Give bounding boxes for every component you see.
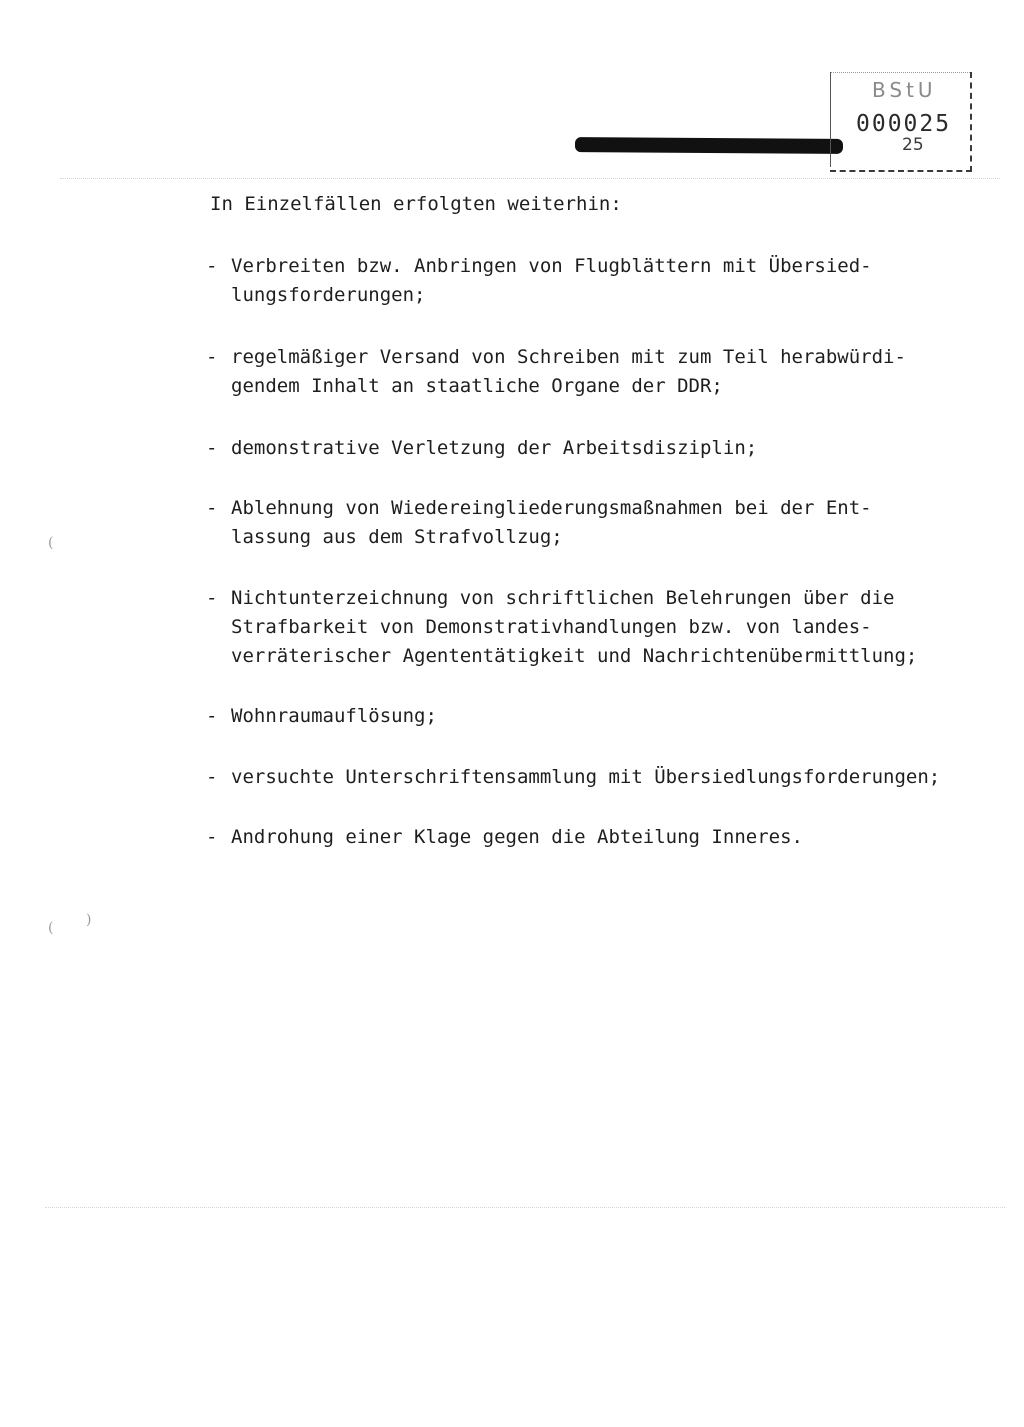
list-item <box>206 702 940 763</box>
stamp-organization: BStU <box>872 78 937 102</box>
text-line: lassung aus dem Strafvollzug; <box>231 526 563 548</box>
text-line: Nichtunterzeichnung von schriftlichen Belehrungen über die <box>231 587 895 609</box>
list-item-text <box>231 702 437 763</box>
list-item <box>206 494 940 584</box>
text-line: regelmäßiger Versand von Schreiben mit zum Teil herabwürdi- <box>231 346 906 368</box>
bullet-dash: - <box>206 497 218 519</box>
list-item-text <box>231 763 940 823</box>
bullet-dash: - <box>206 826 218 848</box>
text-line: Androhung einer Klage gegen die Abteilung Inneres. <box>231 826 803 848</box>
intro-paragraph: In Einzelfällen erfolgten weiterhin: <box>210 193 622 215</box>
bullet-dash: - <box>206 346 218 368</box>
text-line: versuchte Unterschriftensammlung mit Übersiedlungsforderungen; <box>231 766 941 788</box>
bullet-dash: - <box>206 587 218 609</box>
bullet-list <box>206 252 940 853</box>
list-item <box>206 823 940 853</box>
list-item <box>206 584 940 702</box>
list-item-text <box>231 584 917 702</box>
bullet-dash: - <box>206 255 218 277</box>
list-item-text <box>231 494 872 584</box>
page-number: 25 <box>902 135 924 155</box>
redaction-bar <box>575 137 843 154</box>
text-line: Verbreiten bzw. Anbringen von Flugblättern mit Übersied- <box>231 255 872 277</box>
scan-artifact-mark: ( <box>48 535 54 551</box>
text-line: lungsforderungen; <box>231 284 426 306</box>
scan-artifact-line <box>45 1207 1005 1208</box>
list-item <box>206 252 940 343</box>
text-line: Wohnraumauflösung; <box>231 705 437 727</box>
bullet-dash: - <box>206 705 218 727</box>
list-item-text <box>231 434 757 494</box>
scan-artifact-mark: ) <box>86 912 92 928</box>
list-item-text <box>231 252 872 343</box>
text-line: Ablehnung von Wiedereingliederungsmaßnahmen bei der Ent- <box>231 497 872 519</box>
list-item <box>206 343 940 434</box>
list-item-text <box>231 823 803 853</box>
list-item-text <box>231 343 906 434</box>
bullet-dash: - <box>206 766 218 788</box>
scan-artifact-mark: ( <box>48 920 54 936</box>
list-item <box>206 434 940 494</box>
scan-artifact-line <box>60 178 1000 179</box>
text-line: Strafbarkeit von Demonstrativhandlungen bzw. von landes- <box>231 616 872 638</box>
stamp-document-number: 000025 <box>856 111 952 137</box>
text-line: gendem Inhalt an staatliche Organe der DDR; <box>231 375 723 397</box>
text-line: verräterischer Agententätigkeit und Nachrichtenübermittlung; <box>231 645 918 667</box>
list-item <box>206 763 940 823</box>
text-line: demonstrative Verletzung der Arbeitsdisziplin; <box>231 437 758 459</box>
bullet-dash: - <box>206 437 218 459</box>
